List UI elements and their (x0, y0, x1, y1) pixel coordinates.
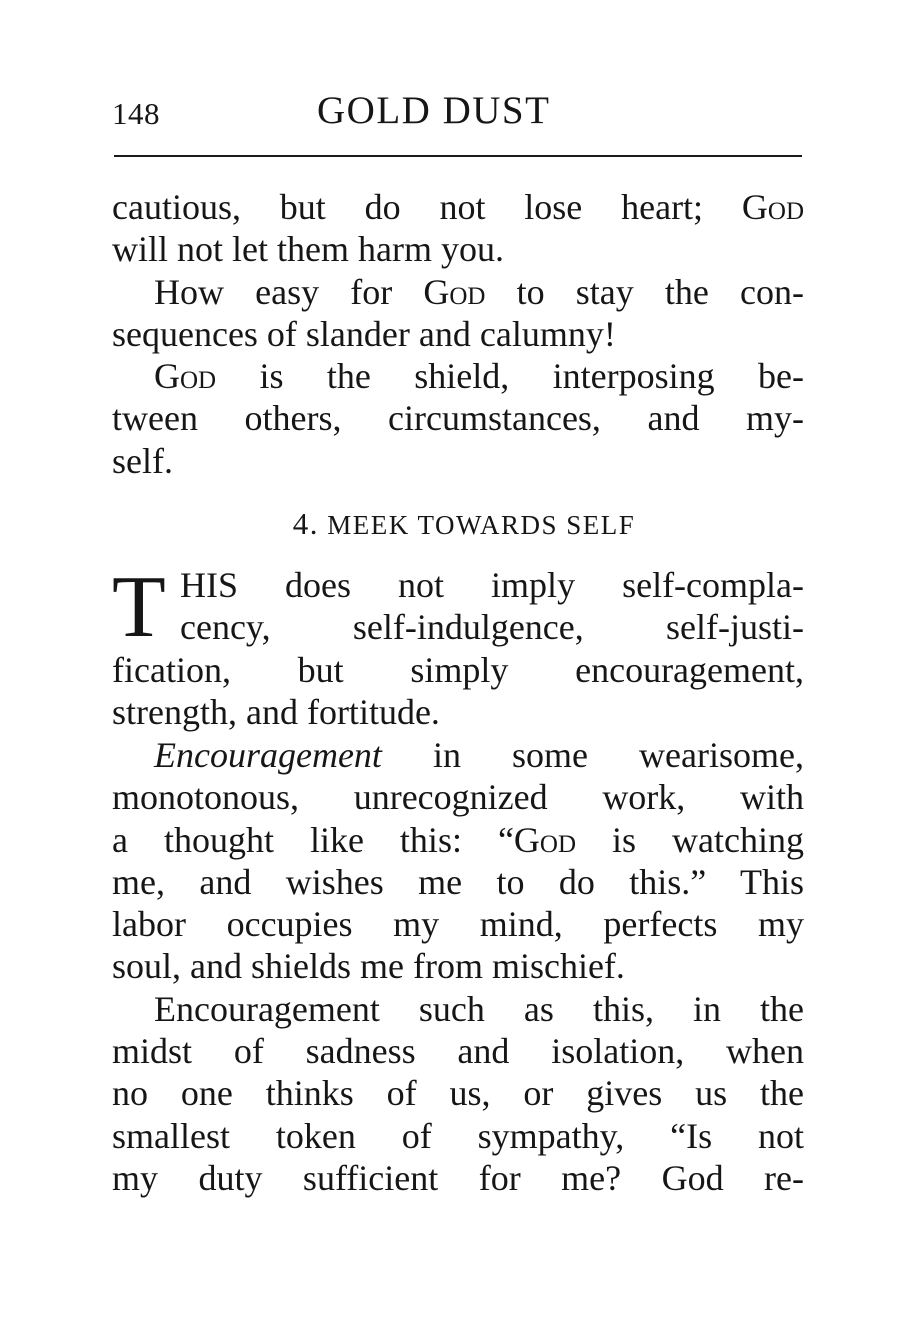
text-line: will not let them harm you. (112, 229, 504, 270)
remaining-text-block (112, 734, 804, 1199)
text-line: me, and wishes me to do this.” This (112, 861, 804, 902)
text-line: smallest token of sympathy, “Is not (112, 1115, 804, 1156)
running-title: GOLD DUST (317, 89, 551, 132)
text-line: soul, and shields me from mischief. (112, 946, 625, 987)
text-line: my duty sufficient for me? God re- (112, 1157, 804, 1198)
text-line: monotonous, unrecognized work, with (112, 777, 804, 818)
top-text-block (112, 186, 804, 482)
italic-emphasis: Encouragement (154, 735, 382, 775)
text-line: labor occupies my mind, perfects my (112, 904, 804, 945)
page-number: 148 (112, 96, 160, 131)
section-title: MEEK TOWARDS SELF (327, 510, 636, 540)
text-line: cautious, but do not lose heart; God (112, 187, 804, 227)
text-line: God is the shield, interposing be- (154, 356, 804, 397)
text-line: no one thinks of us, or gives us the (112, 1073, 804, 1114)
text-line: cency, self-indulgence, self-justi- (180, 607, 804, 648)
text-line: a thought like this: “God is watching (112, 819, 804, 860)
text-line: tween others, circumstances, and my- (112, 398, 804, 439)
text-line: sequences of slander and calumny! (112, 313, 616, 354)
header-rule (114, 155, 802, 157)
drop-cap: T (112, 559, 166, 656)
text-line: Encouragement such as this, in the (154, 988, 804, 1029)
text-line: strength, and fortitude. (112, 691, 440, 732)
text-line: HIS does not imply self-compla- (180, 565, 804, 605)
text-line: fication, but simply encouragement, (112, 649, 804, 690)
section-heading (112, 506, 804, 542)
text-line: midst of sadness and isolation, when (112, 1031, 804, 1072)
text-line: How easy for God to stay the con- (154, 271, 804, 312)
section-number: 4. (292, 506, 319, 541)
drop-cap-paragraph (112, 559, 804, 733)
page-header (112, 86, 802, 146)
text-line: Encouragement in some wearisome, (154, 735, 804, 775)
text-line: self. (112, 440, 173, 481)
